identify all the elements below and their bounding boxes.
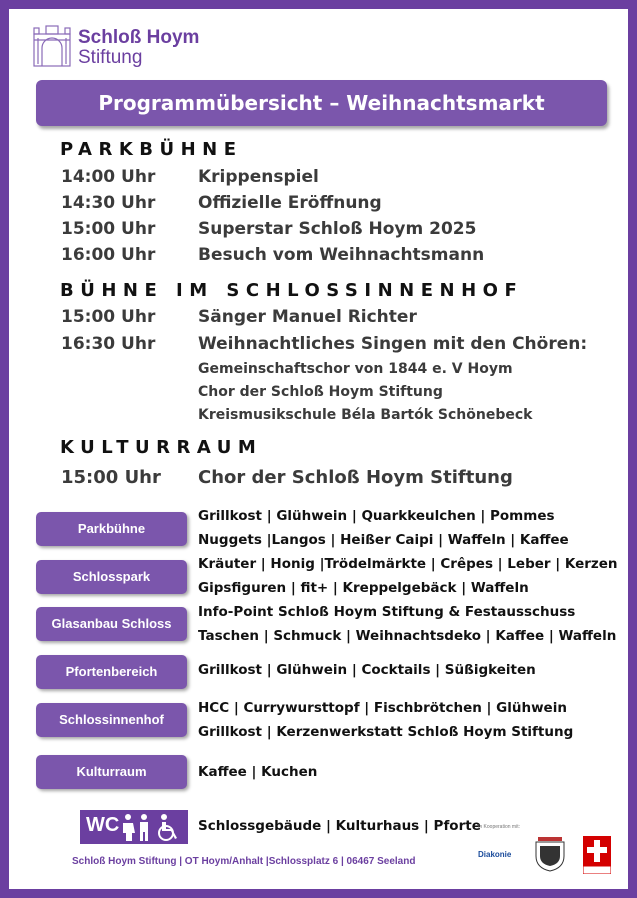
section-title-parkbuehne: PARKBÜHNE	[60, 139, 243, 160]
area-offer-line: Kaffee | Kuchen	[198, 764, 318, 780]
logo-line1: Schloß Hoym	[78, 27, 200, 48]
coat-of-arms-icon	[530, 836, 570, 872]
section-title-innenhof: BÜHNE IM SCHLOSSINNENHOF	[60, 280, 524, 301]
area-offer-line: Kräuter | Honig |Trödelmärkte | Crêpes | Leber | Kerzen	[198, 556, 618, 572]
wc-sign	[80, 810, 188, 844]
area-offer-line: Info-Point Schloß Hoym Stiftung & Festausschuss	[198, 604, 576, 620]
diakonie-logo: Diakonie	[478, 850, 512, 859]
program-banner: Programmübersicht – Weihnachtsmarkt 29.11.2025	[36, 80, 607, 126]
choir-item: Chor der Schloß Hoym Stiftung	[198, 384, 443, 400]
choir-item: Gemeinschaftschor von 1844 e. V Hoym	[198, 361, 513, 377]
area-label-schlossinnenhof: Schlossinnenhof	[36, 703, 187, 737]
schedule-time: 14:30 Uhr	[61, 193, 156, 213]
schedule-time: 15:00 Uhr	[61, 467, 161, 488]
area-offer-line: HCC | Currywursttopf | Fischbrötchen | Glühwein	[198, 700, 567, 716]
schedule-event: Besuch vom Weihnachtsmann	[198, 245, 485, 265]
schedule-event: Offizielle Eröffnung	[198, 193, 382, 213]
area-label-schlosspark: Schlosspark	[36, 560, 187, 594]
schedule-time: 15:00 Uhr	[61, 219, 156, 239]
wc-locations: Schlossgebäude | Kulturhaus | Pforte	[198, 818, 481, 834]
area-label-kulturraum: Kulturraum	[36, 755, 187, 789]
partners-caption: In Kooperation mit:	[478, 824, 520, 830]
schedule-time: 16:00 Uhr	[61, 245, 156, 265]
choir-item: Kreismusikschule Béla Bartók Schönebeck	[198, 407, 533, 423]
schedule-event: Krippenspiel	[198, 167, 319, 187]
area-offer-line: Gipsfiguren | fit+ | Kreppelgebäck | Waffeln	[198, 580, 529, 596]
area-label-glasanbau: Glasanbau Schloss	[36, 607, 187, 641]
footer-address: Schloß Hoym Stiftung | OT Hoym/Anhalt |Schlossplatz 6 | 06467 Seeland	[72, 856, 416, 867]
schedule-time: 16:30 Uhr	[61, 334, 156, 354]
schedule-event: Weihnachtliches Singen mit den Chören:	[198, 334, 588, 354]
schedule-event: Sänger Manuel Richter	[198, 307, 417, 327]
schedule-event: Superstar Schloß Hoym 2025	[198, 219, 477, 239]
area-offer-line: Grillkost | Glühwein | Quarkkeulchen | Pommes	[198, 508, 555, 524]
caritas-logo-icon	[583, 836, 611, 874]
section-title-kulturraum: KULTURRAUM	[60, 437, 263, 458]
area-label-parkbuehne: Parkbühne	[36, 512, 187, 546]
area-offer-line: Grillkost | Glühwein | Cocktails | Süßigkeiten	[198, 662, 536, 678]
schedule-time: 14:00 Uhr	[61, 167, 156, 187]
area-offer-line: Nuggets |Langos | Heißer Caipi | Waffeln | Kaffee	[198, 532, 569, 548]
area-offer-line: Taschen | Schmuck | Weihnachtsdeko | Kaffee | Waffeln	[198, 628, 617, 644]
logo-line2: Stiftung	[78, 47, 143, 68]
area-label-pfortenbereich: Pfortenbereich	[36, 655, 187, 689]
toilet-people-icon	[122, 813, 186, 841]
schedule-event: Chor der Schloß Hoym Stiftung	[198, 467, 513, 488]
logo-wordmark	[78, 28, 199, 68]
schedule-time: 15:00 Uhr	[61, 307, 156, 327]
wc-label: WC	[86, 814, 120, 836]
area-offer-line: Grillkost | Kerzenwerkstatt Schloß Hoym Stiftung	[198, 724, 574, 740]
